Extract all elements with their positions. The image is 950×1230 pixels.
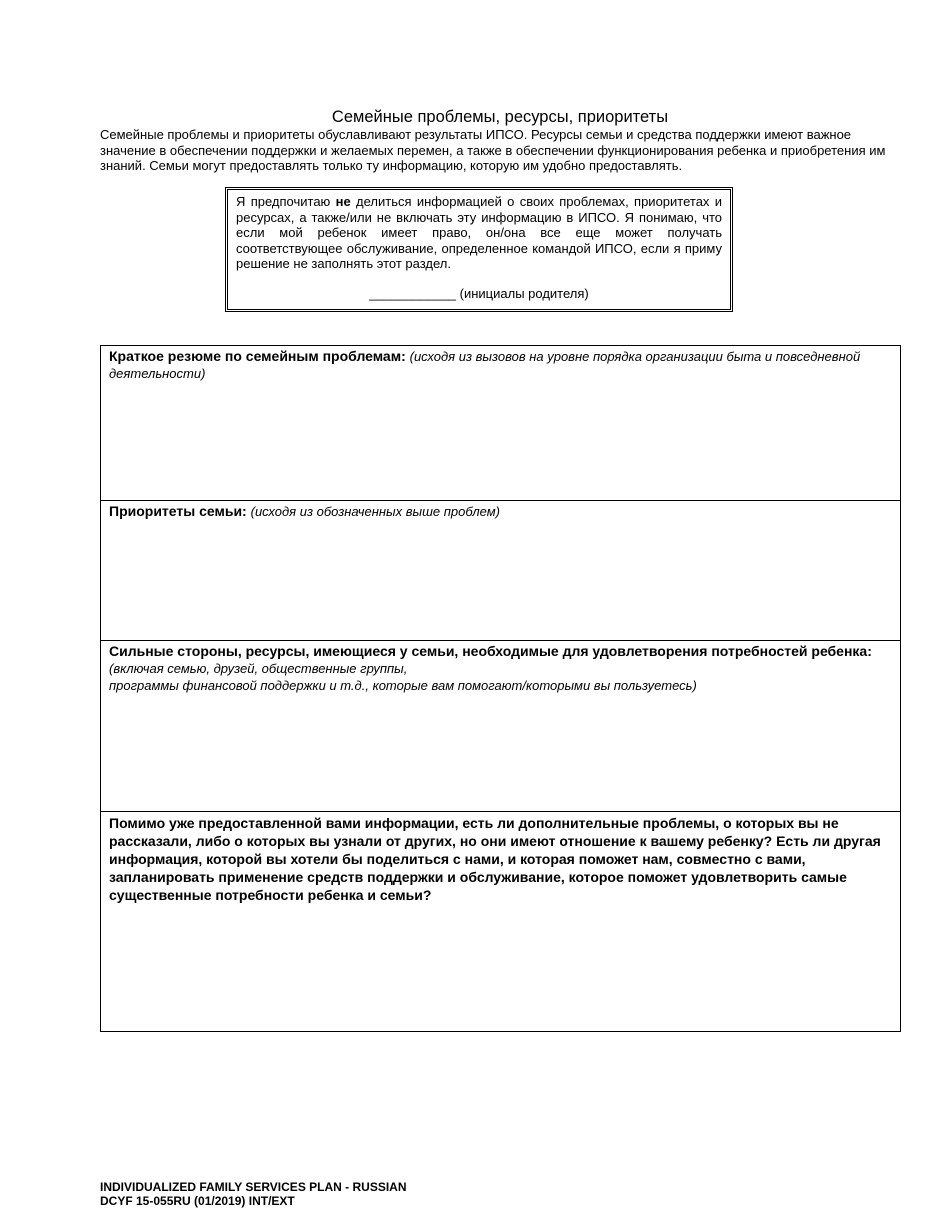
priorities-section[interactable]	[101, 500, 900, 640]
additional-info-section[interactable]	[101, 811, 900, 1031]
intro-paragraph: Семейные проблемы и приоритеты обуславливают результаты ИПСО. Ресурсы семьи и средства поддержки имеют важное значение в обеспечении поддержки и желаемых перемен, а также в обеспечении функционирования ребенка и приобретения им знаний. Семьи могут предоставлять только ту информацию, которую им удобно предоставлять.	[100, 127, 886, 173]
concerns-label: Краткое резюме по семейным проблемам:	[109, 348, 406, 364]
form-footer	[100, 1180, 407, 1208]
opt-out-statement: Я предпочитаю не делиться информацией о своих проблемах, приоритетах и ресурсах, а также/или не включать эту информацию в ИПСО. Я понимаю, что если мой ребенок имеет право, он/она все еще может получать соответствующее обслуживание, определенное командой ИПСО, если я приму решение не заполнять этот раздел.	[236, 194, 723, 271]
parent-initials-field[interactable]: ____________ (инициалы родителя)	[369, 285, 589, 301]
opt-out-emphasis: не	[335, 194, 351, 209]
strengths-hint-2: программы финансовой поддержки и т.д., которые вам помогают/которыми вы пользуетесь)	[109, 678, 697, 693]
additional-info-label: Помимо уже предоставленной вами информации, есть ли дополнительные проблемы, о которых вы не рассказали, либо о которых вы узнали от других, но они имеют отношение к вашему ребенку? Есть ли другая информация, которой вы хотели бы поделиться с нами, и которая поможет нам, совместно с вами, запланировать применение средств поддержки и обслуживание, которое поможет удовлетворить самые существенные потребности ребенка и семьи?	[109, 815, 881, 903]
strengths-label: Сильные стороны, ресурсы, имеющиеся у семьи, необходимые для удовлетворения потребностей ребенка:	[109, 643, 872, 659]
footer-form-title: INDIVIDUALIZED FAMILY SERVICES PLAN - RUSSIAN	[100, 1180, 407, 1194]
concerns-section[interactable]	[101, 346, 900, 500]
opt-out-box	[225, 187, 733, 312]
priorities-hint: (исходя из обозначенных выше проблем)	[250, 504, 501, 519]
footer-form-number: DCYF 15-055RU (01/2019) INT/EXT	[100, 1194, 295, 1208]
concerns-hint: (исходя из вызовов на уровне порядка организации быта и повседневной деятельности)	[109, 349, 861, 381]
family-info-table	[100, 345, 901, 1032]
priorities-label: Приоритеты семьи:	[109, 503, 247, 519]
strengths-hint: (включая семью, друзей, общественные группы,	[109, 661, 408, 676]
page-title: Семейные проблемы, ресурсы, приоритеты	[331, 108, 669, 126]
strengths-section[interactable]	[101, 640, 900, 811]
